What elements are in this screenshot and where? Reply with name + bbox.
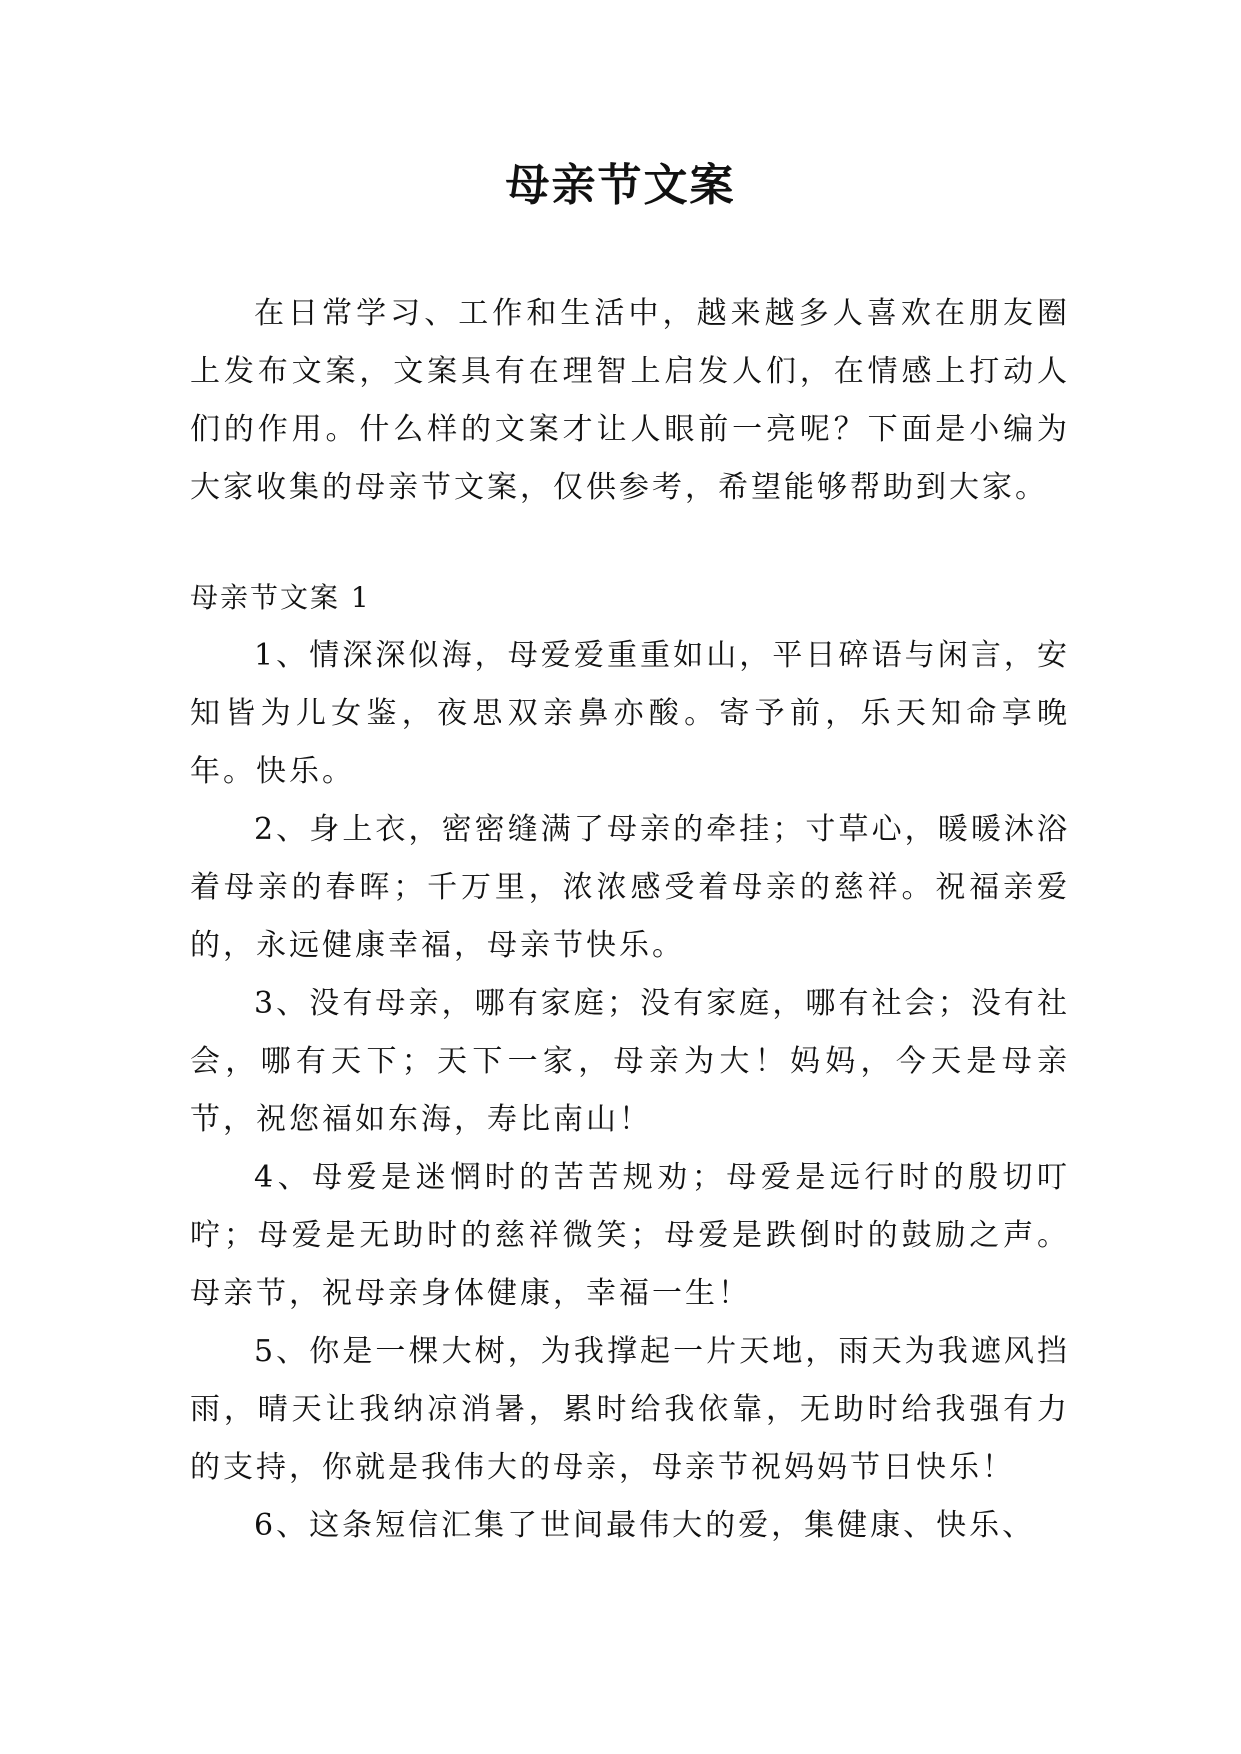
list-item: 6、这条短信汇集了世间最伟大的爱，集健康、快乐、 xyxy=(254,1508,1036,1543)
list-item: 2、身上衣，密密缝满了母亲的牵挂；寸草心，暖暖沐浴着母亲的春晖；千万里，浓浓感受着母亲的慈祥。祝福亲爱的，永远健康幸福，母亲节快乐。 xyxy=(190,812,1070,963)
section-heading: 母亲节文案 1 xyxy=(190,581,371,614)
document-title: 母亲节文案 xyxy=(505,160,736,211)
intro-paragraph: 在日常学习、工作和生活中，越来越多人喜欢在朋友圈上发布文案，文案具有在理智上启发人们，在情感上打动人们的作用。什么样的文案才让人眼前一亮呢？下面是小编为大家收集的母亲节文案，仅供参考，希望能够帮助到大家。 xyxy=(190,296,1070,505)
document-body xyxy=(190,285,1070,1555)
list-item: 4、母爱是迷惘时的苦苦规劝；母爱是远行时的殷切叮咛；母爱是无助时的慈祥微笑；母爱是跌倒时的鼓励之声。母亲节，祝母亲身体健康，幸福一生！ xyxy=(190,1160,1070,1311)
list-item: 5、你是一棵大树，为我撑起一片天地，雨天为我遮风挡雨，晴天让我纳凉消暑，累时给我依靠，无助时给我强有力的支持，你就是我伟大的母亲，母亲节祝妈妈节日快乐！ xyxy=(190,1334,1070,1485)
list-item: 3、没有母亲，哪有家庭；没有家庭，哪有社会；没有社会，哪有天下；天下一家，母亲为大！妈妈，今天是母亲节，祝您福如东海，寿比南山！ xyxy=(190,986,1070,1137)
list-item: 1、情深深似海，母爱爱重重如山，平日碎语与闲言，安知皆为儿女鉴，夜思双亲鼻亦酸。寄予前，乐天知命享晚年。快乐。 xyxy=(190,638,1070,789)
